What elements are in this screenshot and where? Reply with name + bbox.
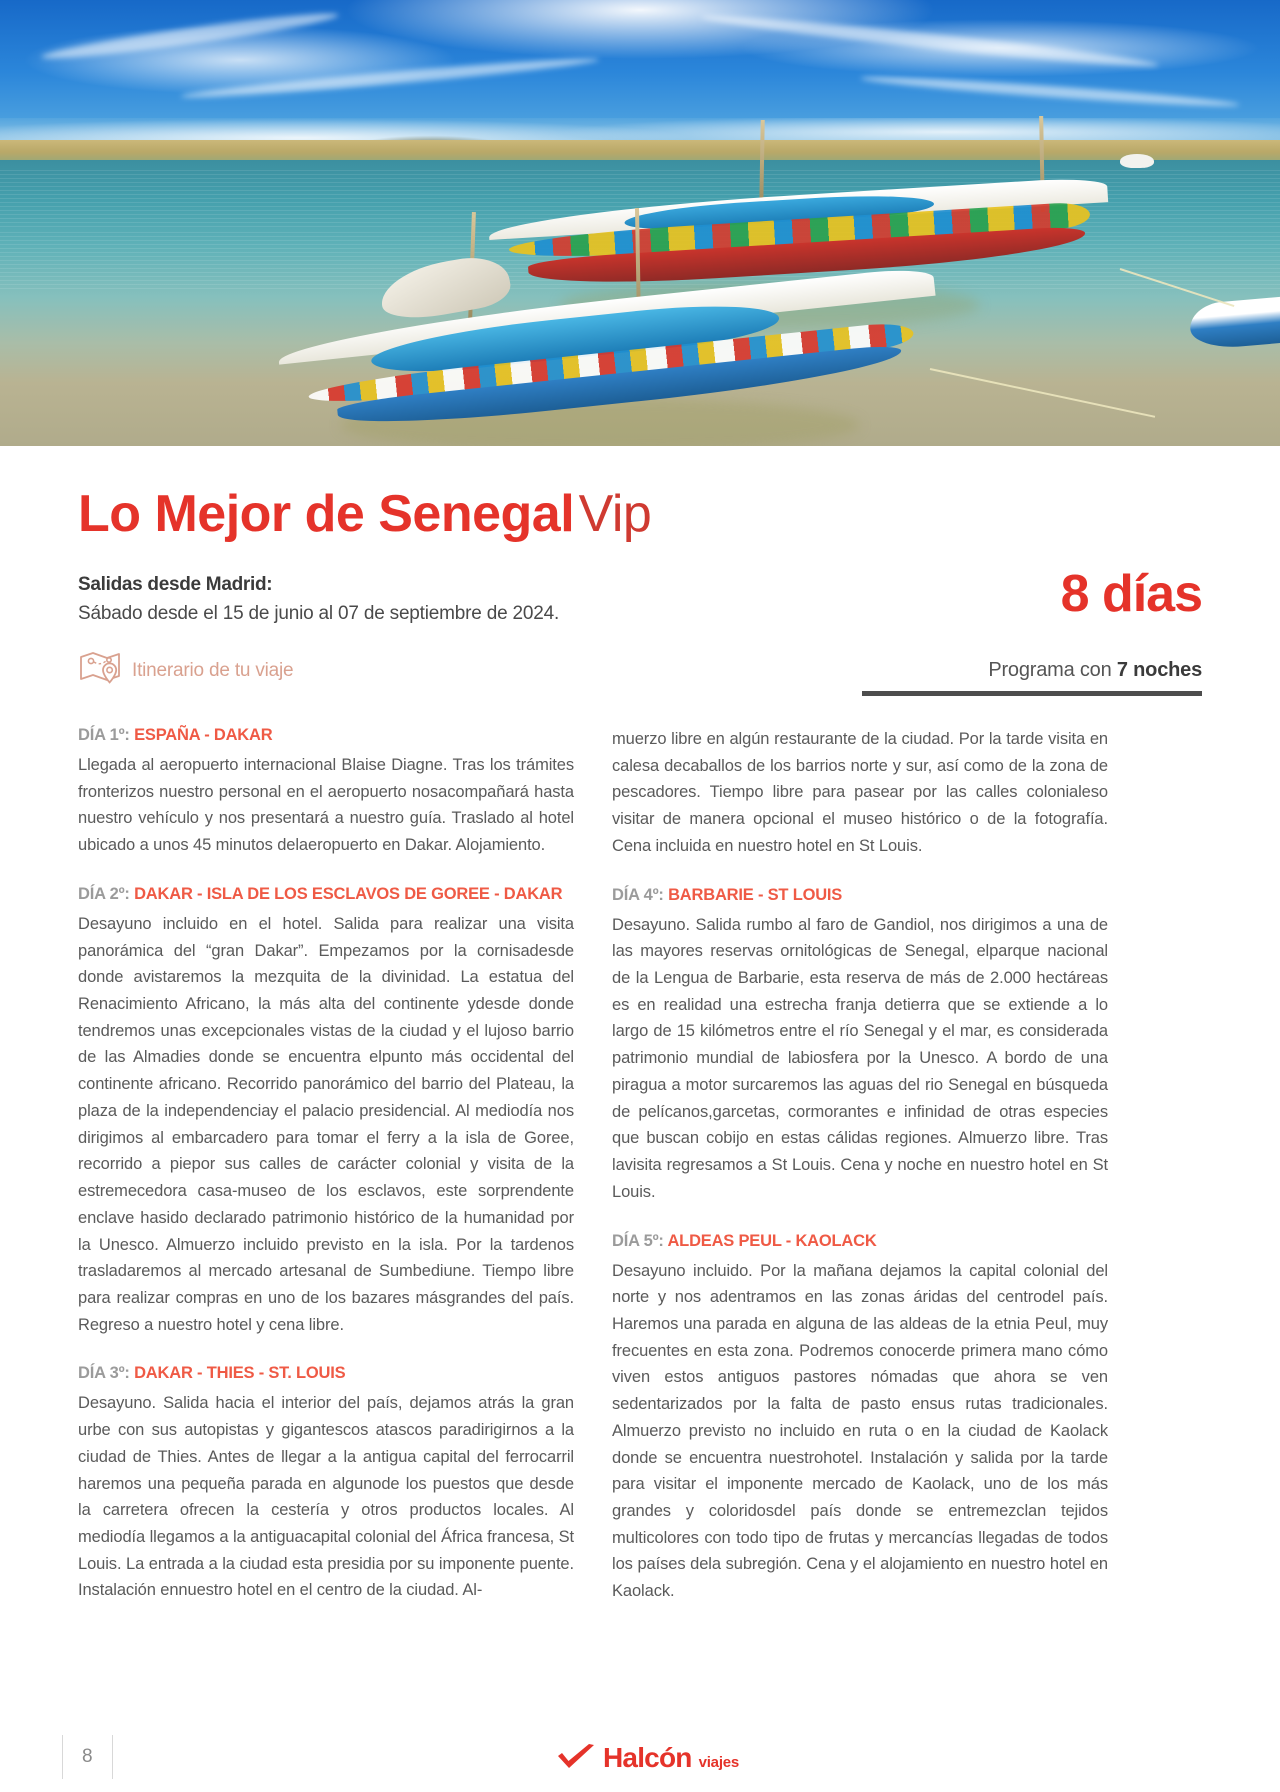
day-heading: [612, 886, 1108, 905]
hero-image: [0, 0, 1280, 446]
day-paragraph: Desayuno. Salida hacia el interior del país, dejamos atrás la gran urbe con sus autopistas y gigantescos atascos paradirigirnos a la ciudad de Thies. Antes de llegar a la antigua capital del ferrocarril haremos una pequeña parada en algunode los puestos que desde la carretera ofrecen la cestería y otros productos locales. Al mediodía llegamos a la antiguacapital colonial del África francesa, St Louis. La entrada a la ciudad esta presidia por su imponente puente. Instalación ennuestro hotel en el centro de la ciudad. Al-: [78, 1394, 574, 1600]
page-number: 8: [82, 1746, 93, 1767]
halcon-viajes-logo: [556, 1742, 739, 1774]
day-paragraph: Desayuno incluido en el hotel. Salida para realizar una visita panorámica del “gran Dakar”. Empezamos por la cornisadesde donde avistaremos la mezquita de la divinidad. La estatua del Renacimiento Africano, la más alta del continente ydesde donde tendremos unas excepcionales vistas de la ciudad y el lujoso barrio de las Almadies donde se encuentra elpunto más occidental del continente africano. Recorrido panorámico del barrio del Plateau, la plaza de la independenciay el palacio presidencial. Al mediodía nos dirigimos al embarcadero para tomar el ferry a la isla de Goree, recorrido a piepor sus calles de carácter colonial y visita de la estremecedora casa-museo de los esclavos, este sorprendente enclave hasido declarado patrimonio histórico de la humanidad por la Unesco. Almuerzo incluido previsto en la isla. Por la tardenos trasladaremos al mercado artesanal de Sumbediune. Tiempo libre para realizar compras en uno de los bazares másgrandes del país. Regreso a nuestro hotel y cena libre.: [78, 914, 574, 1334]
day-paragraph: Desayuno. Salida rumbo al faro de Gandiol, nos dirigimos a una de las mayores reservas ornitológicas de Senegal, elparque nacional de la Lengua de Barbarie, esta reserva de más de 2.000 hectáreas es en realidad una estrecha franja detierra que se extiende a lo largo de 15 kilómetros entre el río Senegal y el mar, es considerada patrimonio mundial de labiosfera por la Unesco. A bordo de una piragua a motor surcaremos las aguas del rio Senegal en búsqueda de pelícanos,garcetas, cormorantes e infinidad de otras especies que buscan cobijo en estas cálidas regiones. Almuerzo libre. Tras lavisita regresamos a St Louis. Cena y noche en nuestro hotel en St Louis.: [612, 915, 1108, 1201]
day-number: DÍA 5º:: [612, 1231, 664, 1250]
section-rule: [862, 691, 1202, 696]
day-destination: ESPAÑA - DAKAR: [134, 726, 273, 744]
day-heading: [612, 1232, 1108, 1251]
program-line: [862, 659, 1202, 682]
divider-right: [112, 1735, 113, 1779]
day-destination: BARBARIE - ST LOUIS: [668, 885, 843, 904]
duration-block: [1060, 565, 1202, 623]
itinerary-columns: [78, 726, 1202, 1605]
day-number: DÍA 2º:: [78, 884, 130, 903]
departures-label: Salidas desde Madrid:: [78, 574, 273, 595]
itinerary-label: Itinerario de tu viaje: [132, 659, 294, 681]
check-mark-icon: [556, 1744, 596, 1772]
day-number: DÍA 3º:: [78, 1364, 130, 1383]
itinerary-left-column: [78, 726, 574, 1605]
program-nights: 7 noches: [1116, 659, 1202, 681]
departures-block: [78, 574, 559, 625]
title-main: Lo Mejor de Senegal: [78, 485, 575, 543]
itinerary-right-column: [612, 726, 1108, 1605]
title-sub: Vip: [578, 485, 652, 543]
itinerary-header-row: [78, 649, 1202, 696]
program-prefix: Programa con: [988, 659, 1117, 681]
day-number: DÍA 1º:: [78, 726, 130, 744]
program-block: [862, 659, 1202, 696]
map-route-pin-icon: [78, 649, 122, 692]
day-destination: DAKAR - ISLA DE LOS ESCLAVOS DE GOREE - DAKAR: [134, 884, 563, 903]
day-heading: [78, 726, 574, 745]
page-content: [0, 485, 1280, 1605]
day-paragraph-continued: muerzo libre en algún restaurante de la ciudad. Por la tarde visita en calesa decaballos de los barrios norte y sur, así como de la zona de pescadores. Tiempo libre para pasear por las calles colonialeso visitar de manera opcional el museo histórico o de la fotografía. Cena incluida en nuestro hotel en St Louis.: [612, 730, 1108, 855]
day-heading: [78, 885, 574, 904]
day-destination: DAKAR - THIES - ST. LOUIS: [134, 1364, 346, 1383]
logo-subtitle: viajes: [698, 1754, 740, 1771]
departures-value: Sábado desde el 15 de junio al 07 de septiembre de 2024.: [78, 603, 560, 624]
day-destination: ALDEAS PEUL - KAOLACK: [667, 1231, 877, 1250]
distant-sailboat: [1120, 154, 1154, 168]
itinerary-heading: [78, 649, 293, 696]
page-footer: [0, 1706, 1280, 1792]
logo-name: Halcón: [603, 1742, 692, 1773]
day-paragraph: Desayuno incluido. Por la mañana dejamos la capital colonial del norte y nos adentramos en las zonas áridas del centrodel país. Haremos una parada en alguna de las aldeas de la etnia Peul, muy frecuentes en esta zona. Podremos conocerde primera mano cómo viven estos antiguos pastores nómadas que ahora se ven sedentarizados por la falta de pasto ensus rutas tradicionales. Almuerzo previsto no incluido en ruta o en la ciudad de Kaolack donde se encuentra nuestrohotel. Instalación y salida por la tarde para visitar el imponente mercado de Kaolack, uno de los más grandes y coloridosdel país donde se entremezclan tejidos multicolores con todo tipo de frutas y mercancías llegadas de todos los países dela subregión. Cena y el alojamiento en nuestro hotel en Kaolack.: [612, 1261, 1108, 1601]
day-number: DÍA 4º:: [612, 885, 664, 904]
day-heading: [78, 1364, 574, 1383]
trip-meta: [78, 565, 1202, 625]
duration-days: 8 días: [1060, 565, 1202, 623]
page-number-block: [62, 1734, 113, 1780]
page-title: [78, 485, 1202, 543]
shoreline: [0, 140, 1280, 162]
day-paragraph: Llegada al aeropuerto internacional Blaise Diagne. Tras los trámites fronterizos nuestro personal en el aeropuerto nosacompañará hasta nuestro vehículo y nos presentará a nuestro guía. Traslado al hotel ubicado a unos 45 minutos delaeropuerto en Dakar. Alojamiento.: [78, 756, 574, 855]
